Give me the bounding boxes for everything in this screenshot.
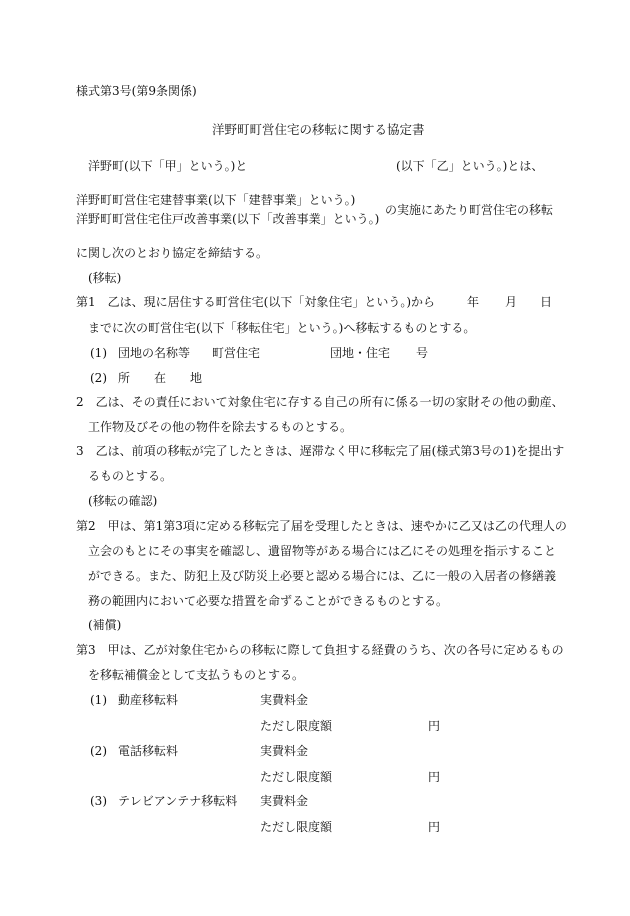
paragraph-2-line-2: 工作物及びその他の物件を除去するものとする。 — [88, 420, 353, 434]
comp-item-2-limit: ただし限度額 — [260, 770, 333, 784]
intro-party-b: (以下「乙」という。)とは、 — [396, 159, 544, 173]
comp-item-3-cost: 実費料金 — [260, 794, 309, 808]
intro-purpose: の実施にあたり町営住宅の移転 — [385, 203, 554, 217]
intro-project-rebuild: 洋野町町営住宅建替事業(以下「建替事業」という。) — [76, 193, 356, 207]
comp-item-2-cost: 実費料金 — [260, 744, 309, 758]
section-3-heading: (補償) — [88, 618, 122, 632]
comp-item-3-limit: ただし限度額 — [260, 820, 333, 834]
intro-party-a: 洋野町(以下「甲」という。)と — [88, 159, 248, 173]
article-1-year: 年 — [467, 295, 480, 309]
paragraph-3-line-2: るものとする。 — [88, 469, 173, 483]
article-1-month: 月 — [505, 295, 518, 309]
article-3-line-1: 第3 甲は、乙が対象住宅からの移転に際して負担する経費のうち、次の各号に定めるもの — [76, 643, 564, 657]
paragraph-2-line-1: 2 乙は、その責任において対象住宅に存する自己の所有に係る一切の家財その他の動産、 — [76, 395, 564, 409]
form-number: 様式第3号(第9条関係) — [76, 84, 197, 98]
article-1-line-1: 第1 乙は、現に居住する町営住宅(以下「対象住宅」という。)から — [76, 295, 436, 309]
article-1-line-2: までに次の町営住宅(以下「移転住宅」という。)へ移転するものとする。 — [88, 321, 476, 335]
article-2-line-3: ができる。また、防犯上及び防災上必要と認める場合には、乙に一般の入居者の修繕義 — [88, 569, 557, 583]
item-1-value-complex: 団地・住宅 — [330, 346, 391, 360]
article-2-line-4: 務の範囲内において必要な措置を命ずることができるものとする。 — [88, 594, 449, 608]
comp-item-1-limit: ただし限度額 — [260, 719, 333, 733]
comp-item-1-label: 動産移転料 — [118, 693, 179, 707]
item-2-number: (2) — [90, 371, 107, 385]
comp-item-2-number: (2) — [90, 744, 107, 758]
article-2-line-2: 立会のもとにその事実を確認し、遺留物等がある場合には乙にその処理を指示すること — [88, 544, 557, 558]
comp-item-3-label: テレビアンテナ移転料 — [118, 794, 238, 808]
document-title: 洋野町町営住宅の移転に関する協定書 — [212, 122, 425, 137]
section-1-heading: (移転) — [88, 271, 122, 285]
item-1-value-housing: 町営住宅 — [212, 346, 261, 360]
comp-item-1-yen: 円 — [428, 719, 441, 733]
intro-agreement: に関し次のとおり協定を締結する。 — [76, 246, 269, 260]
comp-item-2-label: 電話移転料 — [118, 744, 179, 758]
article-2-line-1: 第2 甲は、第1第3項に定める移転完了届を受理したときは、速やかに乙又は乙の代理人の — [76, 519, 567, 533]
comp-item-3-number: (3) — [90, 794, 107, 808]
comp-item-3-yen: 円 — [428, 820, 441, 834]
comp-item-1-number: (1) — [90, 693, 107, 707]
section-2-heading: (移転の確認) — [88, 494, 158, 508]
comp-item-1-cost: 実費料金 — [260, 693, 309, 707]
item-1-value-number: 号 — [416, 346, 429, 360]
item-1-number: (1) — [90, 346, 107, 360]
paragraph-3-line-1: 3 乙は、前項の移転が完了したときは、遅滞なく甲に移転完了届(様式第3号の1)を提出す — [76, 444, 565, 458]
article-1-day: 日 — [540, 295, 553, 309]
comp-item-2-yen: 円 — [428, 770, 441, 784]
intro-project-improve: 洋野町町営住宅住戸改善事業(以下「改善事業」という。) — [76, 212, 380, 226]
article-3-line-2: を移転補償金として支払うものとする。 — [88, 668, 305, 682]
item-2-label: 所 在 地 — [118, 371, 203, 385]
item-1-label: 団地の名称等 — [118, 346, 191, 360]
